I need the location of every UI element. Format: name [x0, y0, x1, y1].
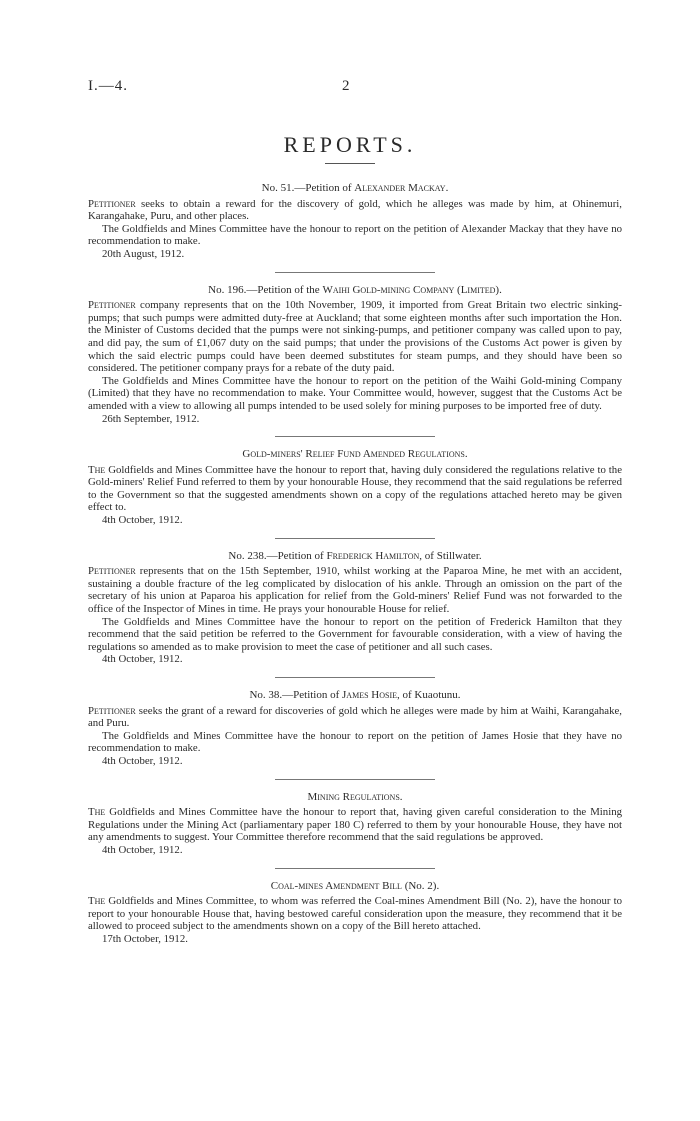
section-paragraph: The Goldfields and Mines Committee, to whom was referred the Coal-mines Amendment Bill (No. 2), have the honour to report to your honourable House that, having bestowed careful consideration upon the measure, they recommend that it be allowed to proceed subject to the amendments shown on a copy of the Bill hereto attached.: [88, 895, 622, 933]
section-heading: No. 38.—Petition of James Hosie, of Kuaotunu.: [249, 689, 461, 701]
section-date: 4th October, 1912.: [102, 843, 183, 856]
section-date: 4th October, 1912.: [102, 514, 183, 527]
section-paragraph: The Goldfields and Mines Committee have the honour to report on the petition of Frederick Hamilton that they recommend that the said petition be referred to the Government for favourable consideration, with a view of having the regulations so amended as to make provision to meet the case of petitioner and all such cases.: [88, 615, 622, 653]
section-divider: [275, 538, 435, 539]
report-section: [88, 689, 622, 768]
paper-reference: I.—4.: [88, 78, 128, 94]
section-heading: Coal-mines Amendment Bill (No. 2).: [270, 879, 440, 892]
section-heading: Mining Regulations.: [307, 790, 403, 803]
report-section: [88, 791, 622, 857]
section-date: 20th August, 1912.: [102, 247, 185, 260]
section-paragraph: The Goldfields and Mines Committee have the honour to report that, having duly considered the regulations relative to the Gold-miners' Relief Fund referred to them by your honourable House, they recommend that the said regulations be referred to the Government so that the suggested amendments shown on a copy of the regulations attached hereto may be given effect to.: [88, 463, 622, 514]
section-divider: [275, 779, 435, 780]
section-paragraph: Petitioner represents that on the 15th September, 1910, whilst working at the Paparoa Mine, he met with an accident, sustaining a double fracture of the leg complicated by dislocation of his ankle. Through an omission on the part of the secretary of his union at Paparoa his application for relief from the Gold-miners' Relief Fund was not forwarded to the office of the Inspector of Mines in time. He prays your honourable House for relief.: [88, 565, 622, 616]
report-section: [88, 448, 622, 527]
section-divider: [275, 436, 435, 437]
section-paragraph: The Goldfields and Mines Committee have the honour to report on the petition of the Waihi Gold-mining Company (Limited) that they have no recommendation to make. Your Committee would, however, suggest that the Customs Act be amended with a view to allowing all pumps intended to be used solely for mining purposes to be imported free of duty.: [88, 374, 622, 412]
section-divider: [275, 272, 435, 273]
section-paragraph: Petitioner seeks to obtain a reward for the discovery of gold, which he alleges was made by him, at Ohinemuri, Karangahake, Puru, and other places.: [88, 197, 622, 223]
section-date: 26th September, 1912.: [102, 412, 200, 425]
section-heading: No. 51.—Petition of Alexander Mackay.: [261, 182, 449, 194]
section-paragraph: Petitioner company represents that on the 10th November, 1909, it imported from Great Britain two electric sinking-pumps; that such pumps were admitted duty-free at Auckland; that some eighteen months after such importation the Hon. the Minister of Customs decided that the pumps were not sinking-pumps, and petitioner company was called upon to pay, and did pay, the sum of £1,067 duty on the said pumps; that under the provisions of the Customs Act power is given by which the said electric pumps could have been deemed substitutes for steam pumps, and they should have been so considered. The petitioner company prays for a rebate of the duty paid.: [88, 299, 622, 375]
section-divider: [275, 868, 435, 869]
section-paragraph: The Goldfields and Mines Committee have the honour to report on the petition of Alexander Mackay that they have no recommendation to make.: [88, 222, 622, 248]
page-title: REPORTS.: [283, 132, 417, 157]
reports-body: [88, 182, 622, 946]
report-section: [88, 550, 622, 666]
report-section: [88, 284, 622, 426]
section-paragraph: The Goldfields and Mines Committee have the honour to report on the petition of James Hosie that they have no recommendation to make.: [88, 729, 622, 755]
section-date: 17th October, 1912.: [102, 932, 188, 945]
report-section: [88, 182, 622, 261]
section-date: 4th October, 1912.: [102, 653, 183, 666]
section-paragraph: The Goldfields and Mines Committee have the honour to report that, having given careful consideration to the Mining Regulations under the Mining Act (parliamentary paper 180 C) referred to them by your honourable House, they have not any amendments to suggest. Your Committee therefore recommend that the said regulations be approved.: [88, 806, 622, 844]
page-number: 2: [342, 78, 350, 94]
section-heading: No. 238.—Petition of Frederick Hamilton, of Stillwater.: [228, 549, 482, 562]
section-paragraph: Petitioner seeks the grant of a reward for discoveries of gold which he alleges were made by him at Waihi, Karangahake, and Puru.: [88, 704, 622, 730]
section-divider: [275, 677, 435, 678]
section-heading: Gold-miners' Relief Fund Amended Regulations.: [242, 448, 468, 461]
title-rule: [325, 163, 375, 164]
section-date: 4th October, 1912.: [102, 754, 183, 767]
report-section: [88, 880, 622, 946]
section-heading: No. 196.—Petition of the Waihi Gold-mining Company (Limited).: [208, 283, 502, 296]
